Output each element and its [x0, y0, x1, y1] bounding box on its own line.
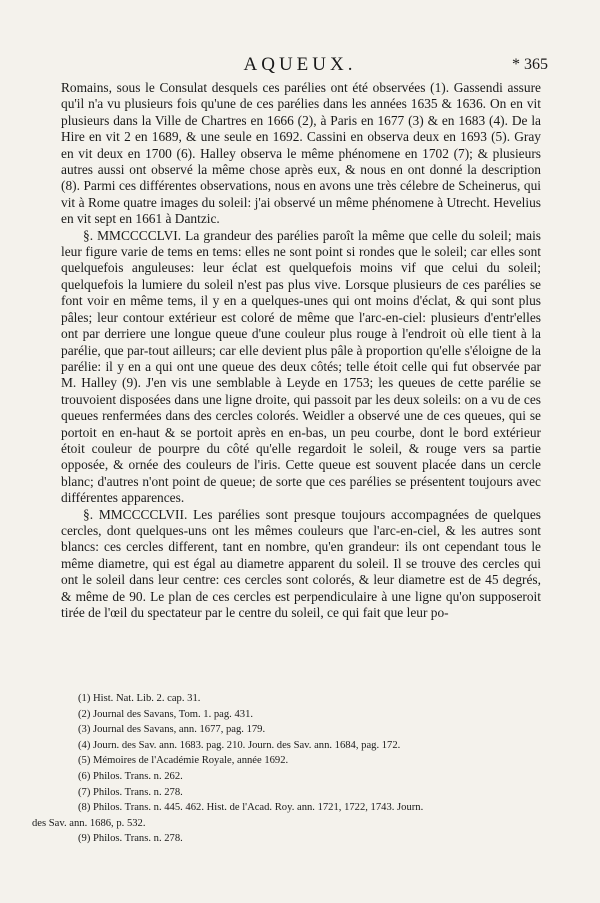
footnote-6: (6) Philos. Trans. n. 262. [78, 770, 183, 782]
page-number: * 365 [512, 56, 548, 73]
body-text [61, 80, 541, 621]
footnote-1: (1) Hist. Nat. Lib. 2. cap. 31. [78, 693, 201, 704]
paragraph-2457: §. MMCCCCLVII. Les parélies sont presque toujours accompagnées de quelques cercles, dont quelques-uns ont les mêmes couleurs que l'arc-en-ciel, & les autres sont blancs: ces cercles different, tant en nombre, qu'en grandeur: ils ont cependant tous le même diametre, qui est égal au diametre apparent du soleil. Il se trouve des cercles qui ont le soleil dans leur centre: ces cercles sont colorés, & leur diametre est de 45 degrés, & même de 90. Le plan de ces cercles est perpendiculaire à une ligne qu'on supposeroit tirée de l'œil du spectateur par le centre du soleil, ce qui fait que leur po- [61, 506, 541, 620]
page-header [0, 54, 600, 80]
footnote-2: (2) Journal des Savans, Tom. 1. pag. 431. [78, 708, 254, 720]
footnote-7: (7) Philos. Trans. n. 278. [78, 786, 183, 798]
footnote-4: (4) Journ. des Sav. ann. 1683. pag. 210. Journ. des Sav. ann. 1684, pag. 172. [78, 739, 401, 751]
paragraph-observations: Romains, sous le Consulat desquels ces parélies ont été observées (1). Gassendi assure qu'il n'a vu plusieurs fois qu'une de ces parélies dans les années 1635 & 1636. On en vit plusieurs dans la Ville de Chartres en 1666 (2), à Paris en 1677 (3) & en 1683 (4). De la Hire en vit 2 en 1689, & une seule en 1692. Cassini en observa deux en 1693 (5). Gray en vit deux en 1700 (6). Halley observa le même phénomene en 1702 (7); & plusieurs autres aussi ont observé la même chose après eux, & nous en ont donné la description (8). Parmi ces différentes observations, nous en avons une très célebre de Scheinerus, qui vit à Rome quatre images du soleil: j'ai observé un même phénomene à Utrecht. Hevelius en vit sept en 1661 à Dantzic. [61, 80, 541, 227]
footnote-9: (9) Philos. Trans. n. 278. [78, 833, 183, 845]
running-title: AQUEUX. [243, 54, 357, 75]
paragraph-2456: §. MMCCCCLVI. La grandeur des parélies paroît la même que celle du soleil; mais leur figure varie de tems en tems: elles ne sont point si rondes que le soleil; car elles sont quelquefois anguleuses: leur éclat est quelquefois moins vif que celui du soleil; quelquefois la lumiere du soleil n'est pas plus vive. Lorsque plusieurs de ces parélies se font voir en même tems, il y en a quelques-unes qui ont moins d'éclat, & qui sont plus pâles; leur contour extérieur est coloré de même que l'arc-en-ciel: plusieurs d'entr'elles ont par derriere une longue queue d'une couleur plus rouge à l'endroit où elle tient à la parélie, que par-tout ailleurs; car elle devient plus pâle à proportion qu'elle s'éloigne de la parélie: il y en a qui ont une queue des deux côtés; telle étoit celle qui fut observée par M. Halley (9). J'en vis une semblable à Leyde en 1753; les queues de cette parélie se trouvoient disposées dans une ligne droite, qui passoit par les deux soleils: on a vu de ces queues renfermées dans des cercles colorés. Weidler a observé une de ces queues, qui se portoit en en-haut & se portoit après en en-bas, un peu courbe, dont le bord extérieur étoit couleur de pourpre du côté qu'elle regardoit le soleil, & rouge vers sa partie opposée, & ornée des couleurs de l'iris. Cette queue est souvent placée dans un cercle blanc; d'autres n'ont point de queue; de sorte que ces parélies se présentent toujours avec différentes apparences. [61, 227, 541, 506]
footnotes [32, 691, 548, 847]
footnote-8-continued: des Sav. ann. 1686, p. 532. [32, 817, 146, 829]
footnote-5: (5) Mémoires de l'Académie Royale, année 1692. [78, 755, 289, 767]
footnote-3: (3) Journal des Savans, ann. 1677, pag. 179. [78, 724, 266, 736]
footnote-8: (8) Philos. Trans. n. 445. 462. Hist. de l'Acad. Roy. ann. 1721, 1722, 1743. Journ. [78, 802, 424, 814]
